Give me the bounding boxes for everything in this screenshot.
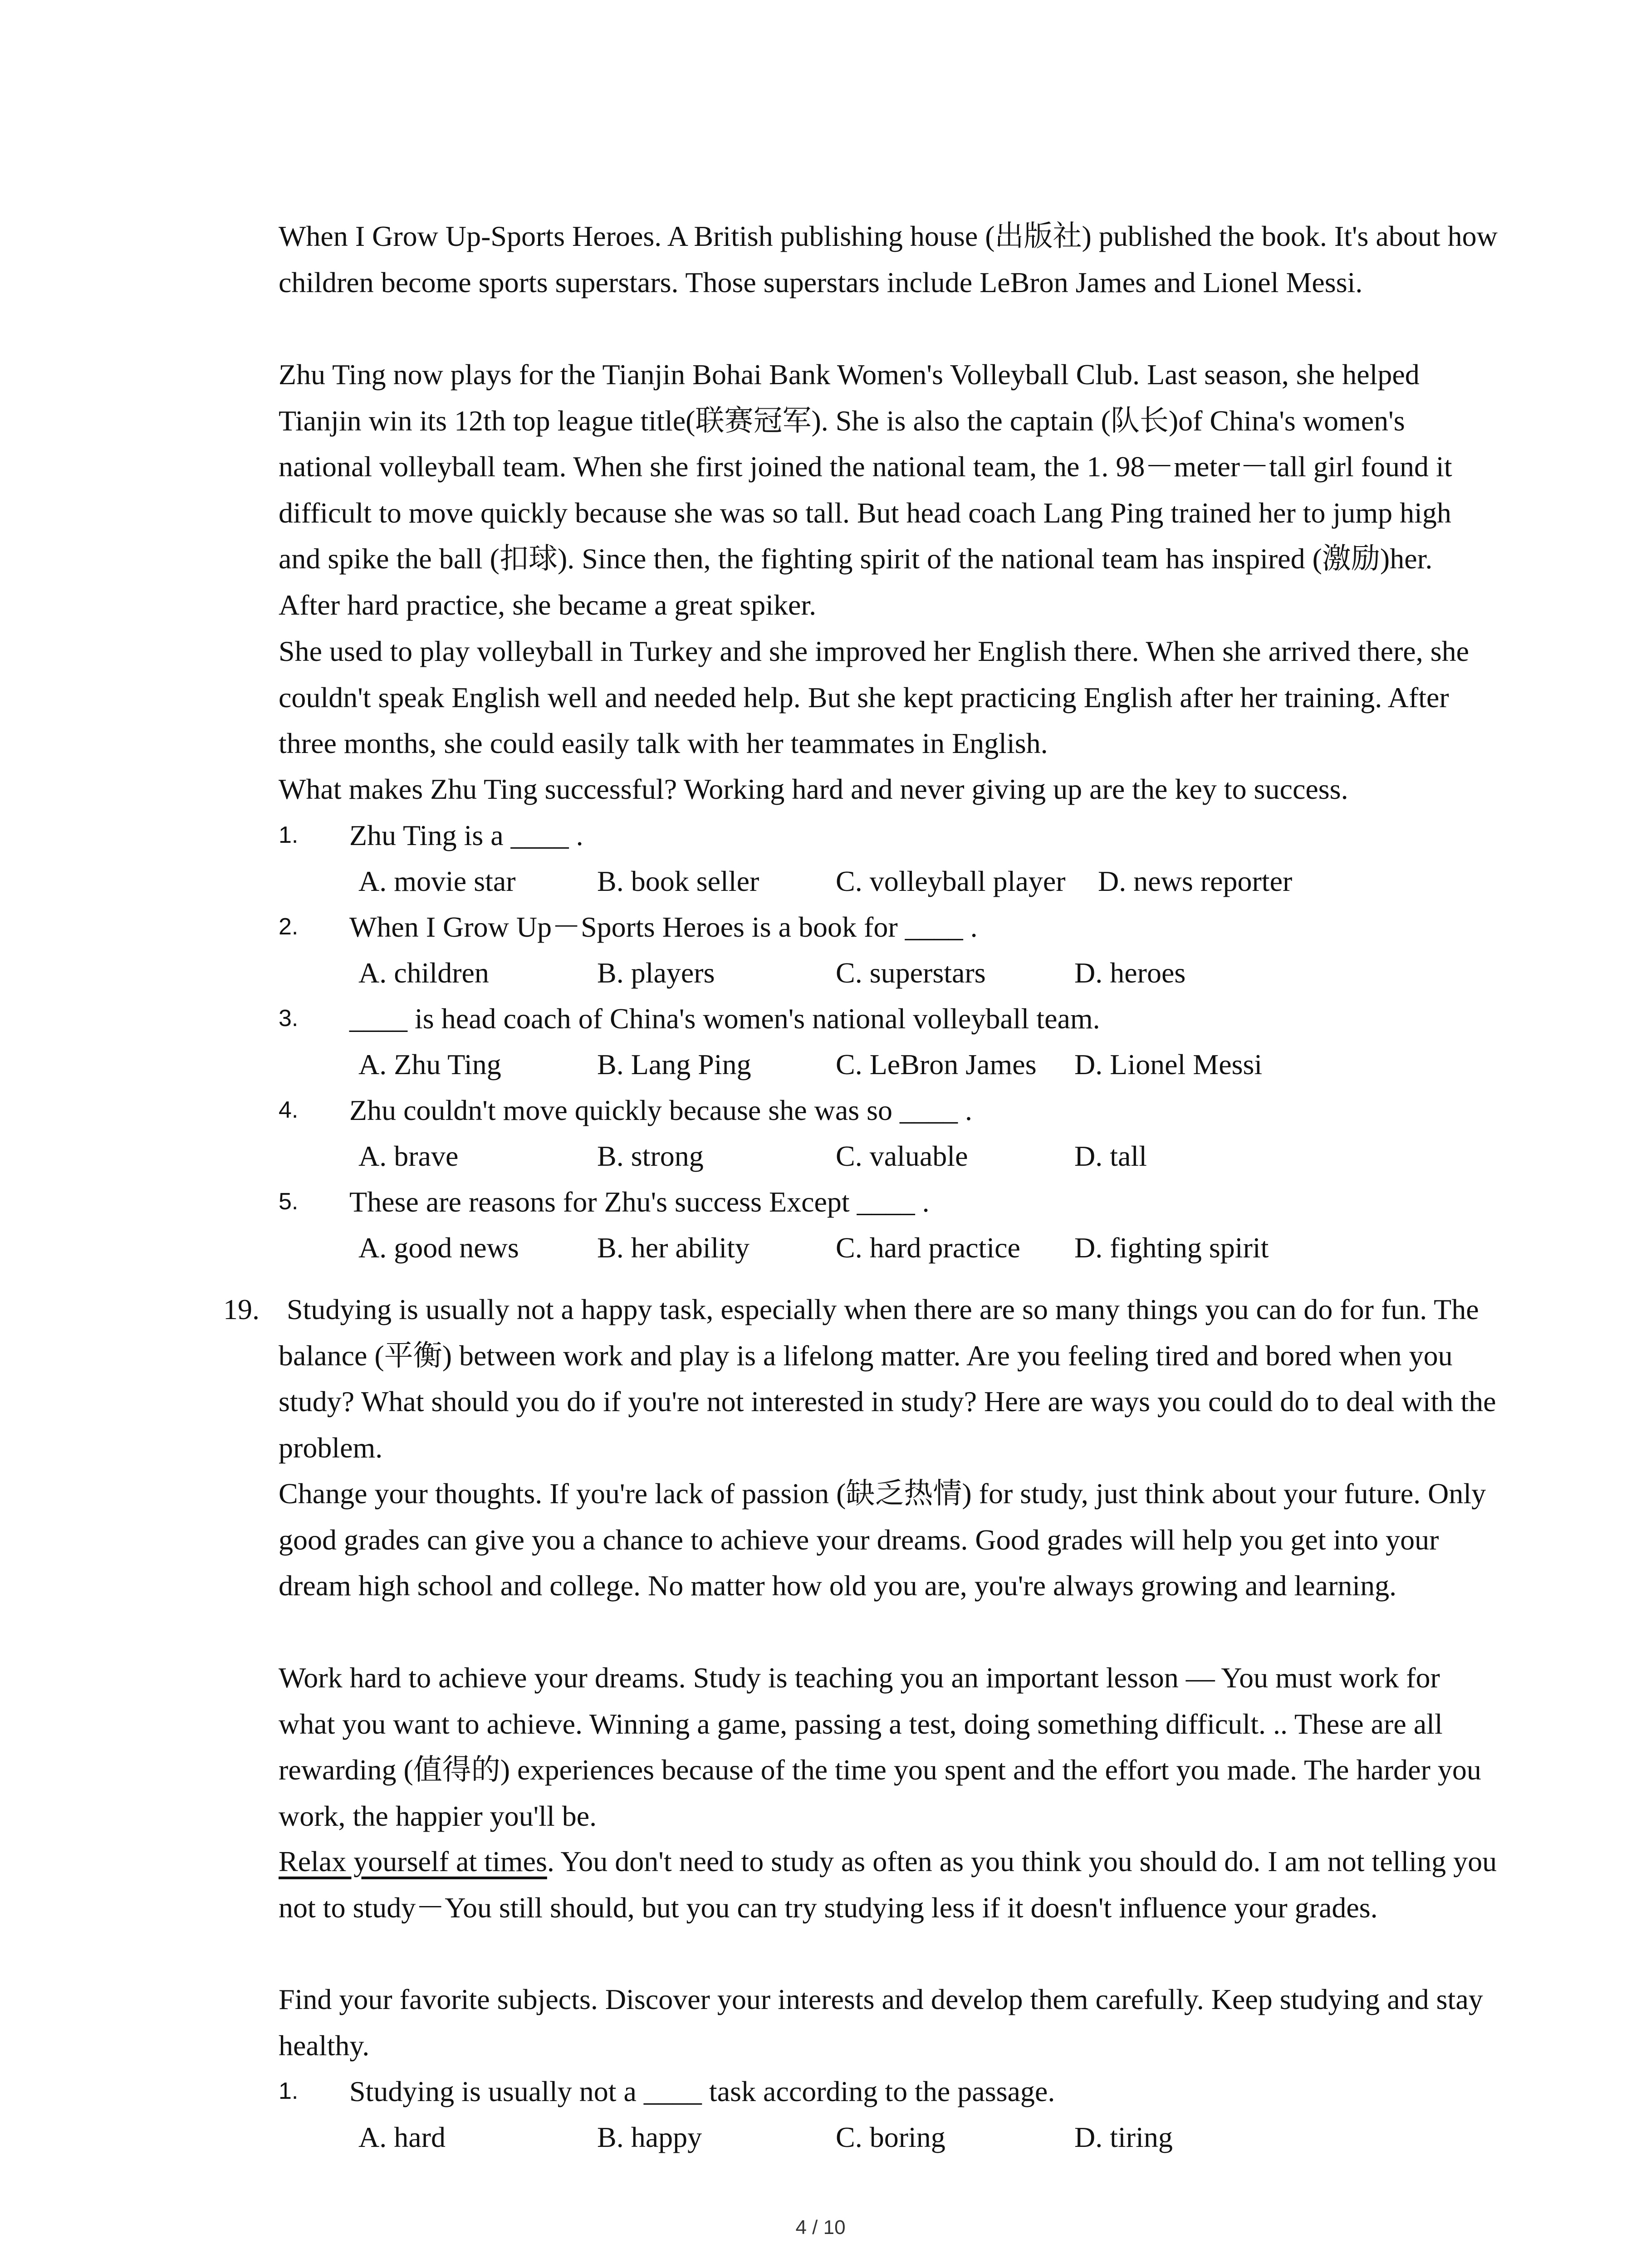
option-a[interactable]: A. movie star [358, 865, 516, 897]
question-number: 4. [279, 1097, 299, 1123]
option-d[interactable]: D. tiring [1074, 2121, 1173, 2153]
option-b[interactable]: B. book seller [597, 865, 759, 897]
option-b[interactable]: B. Lang Ping [597, 1048, 751, 1080]
question-stem: Zhu Ting is a ____ . [349, 819, 583, 851]
question-5 [279, 1179, 1504, 1225]
option-c[interactable]: C. boring [836, 2121, 945, 2153]
question-number: 5. [279, 1188, 299, 1215]
question-4 [279, 1087, 1504, 1133]
option-b[interactable]: B. her ability [597, 1232, 749, 1264]
question-stem: Studying is usually not a ____ task according to the passage. [349, 2075, 1055, 2107]
answer-options [358, 1133, 1502, 1179]
option-d[interactable]: D. Lionel Messi [1074, 1048, 1263, 1080]
option-a[interactable]: A. brave [358, 1140, 459, 1172]
option-c[interactable]: C. LeBron James [836, 1048, 1037, 1080]
option-b[interactable]: B. strong [597, 1140, 704, 1172]
passage-paragraph: What makes Zhu Ting successful? Working hard and never giving up are the key to success. [279, 773, 1348, 805]
answer-options [358, 1225, 1502, 1271]
question-number: 1. [279, 822, 299, 848]
question-number: 1. [279, 2078, 299, 2104]
question-stem: Zhu couldn't move quickly because she was so ____ . [349, 1094, 973, 1126]
passage-paragraph [279, 1838, 1499, 1931]
question-stem: These are reasons for Zhu's success Except ____ . [349, 1186, 930, 1218]
answer-options [358, 950, 1502, 996]
question-1 [279, 2068, 1504, 2114]
option-c[interactable]: C. volleyball player [836, 865, 1066, 897]
option-c[interactable]: C. superstars [836, 957, 986, 989]
passage-paragraph: Find your favorite subjects. Discover your interests and develop them carefully. Keep studying and stay healthy. [279, 1983, 1483, 2062]
question-2 [279, 904, 1504, 950]
option-b[interactable]: B. players [597, 957, 715, 989]
underlined-phrase: Relax yourself at times [279, 1845, 547, 1877]
passage-paragraph: Change your thoughts. If you're lack of passion (缺乏热情) for study, just think about your future. Only good grades can give you a chance to achieve your dreams. Good grades will help you get into your dream high school and college. No matter how old you are, you're always growing and learning. [279, 1477, 1486, 1602]
option-c[interactable]: C. valuable [836, 1140, 968, 1172]
page-number: 4 / 10 [795, 2216, 846, 2239]
option-d[interactable]: D. tall [1074, 1140, 1147, 1172]
question-number: 2. [279, 914, 299, 940]
option-a[interactable]: A. good news [358, 1232, 519, 1264]
passage-number: 19. [223, 1293, 260, 1325]
passage-paragraph: Studying is usually not a happy task, especially when there are so many things you can do for fun. The balance (平衡) between work and play is a lifelong matter. Are you feeling tired and bored when you study? What should you do if you're not interested in study? Here are ways you could do to deal with the problem. [279, 1293, 1496, 1464]
passage-paragraph: She used to play volleyball in Turkey and she improved her English there. When she arrived there, she couldn't speak English well and needed help. But she kept practicing English after her training. After three months, she could easily talk with her teammates in English. [279, 635, 1469, 759]
option-a[interactable]: A. hard [358, 2121, 446, 2153]
option-a[interactable]: A. Zhu Ting [358, 1048, 501, 1080]
passage-paragraph: Work hard to achieve your dreams. Study is teaching you an important lesson — You must work for what you want to achieve. Winning a game, passing a test, doing something difficult. .. These are all rewarding (值得的) experiences because of the time you spent and the effort you made. The harder you work, the happier you'll be. [279, 1662, 1481, 1832]
option-c[interactable]: C. hard practice [836, 1232, 1020, 1264]
option-b[interactable]: B. happy [597, 2121, 702, 2153]
question-1 [279, 812, 1504, 858]
option-a[interactable]: A. children [358, 957, 489, 989]
option-d[interactable]: D. heroes [1074, 957, 1186, 989]
question-stem: When I Grow Up－Sports Heroes is a book for ____ . [349, 911, 978, 943]
option-d[interactable]: D. fighting spirit [1074, 1232, 1269, 1264]
passage-intro: When I Grow Up-Sports Heroes. A British publishing house (出版社) published the book. It's about how children become sports superstars. Those superstars include LeBron James and Lionel Messi. [279, 220, 1498, 298]
question-3 [279, 996, 1504, 1041]
question-stem: ____ is head coach of China's women's national volleyball team. [349, 1002, 1100, 1035]
question-number: 3. [279, 1005, 299, 1031]
answer-options [358, 2114, 1502, 2160]
passage-paragraph: Zhu Ting now plays for the Tianjin Bohai Bank Women's Volleyball Club. Last season, she helped Tianjin win its 12th top league title(联赛冠军). She is also the captain (队长)of China's women's national volleyball team. When she first joined the national team, the 1. 98－meter－tall girl found it difficult to move quickly because she was so tall. But head coach Lang Ping trained her to jump high and spike the ball (扣球). Since then, the fighting spirit of the national team has inspired (激励)her. After hard practice, she became a great spiker. [279, 358, 1452, 621]
paragraph-rest: . You don't need to study as often as you think you should do. I am not telling you not to study－You still should, but you can try studying less if it doesn't influence your grades. [279, 1845, 1497, 1924]
answer-options [358, 1041, 1502, 1087]
option-d[interactable]: D. news reporter [1098, 865, 1293, 897]
answer-options [358, 858, 1502, 904]
